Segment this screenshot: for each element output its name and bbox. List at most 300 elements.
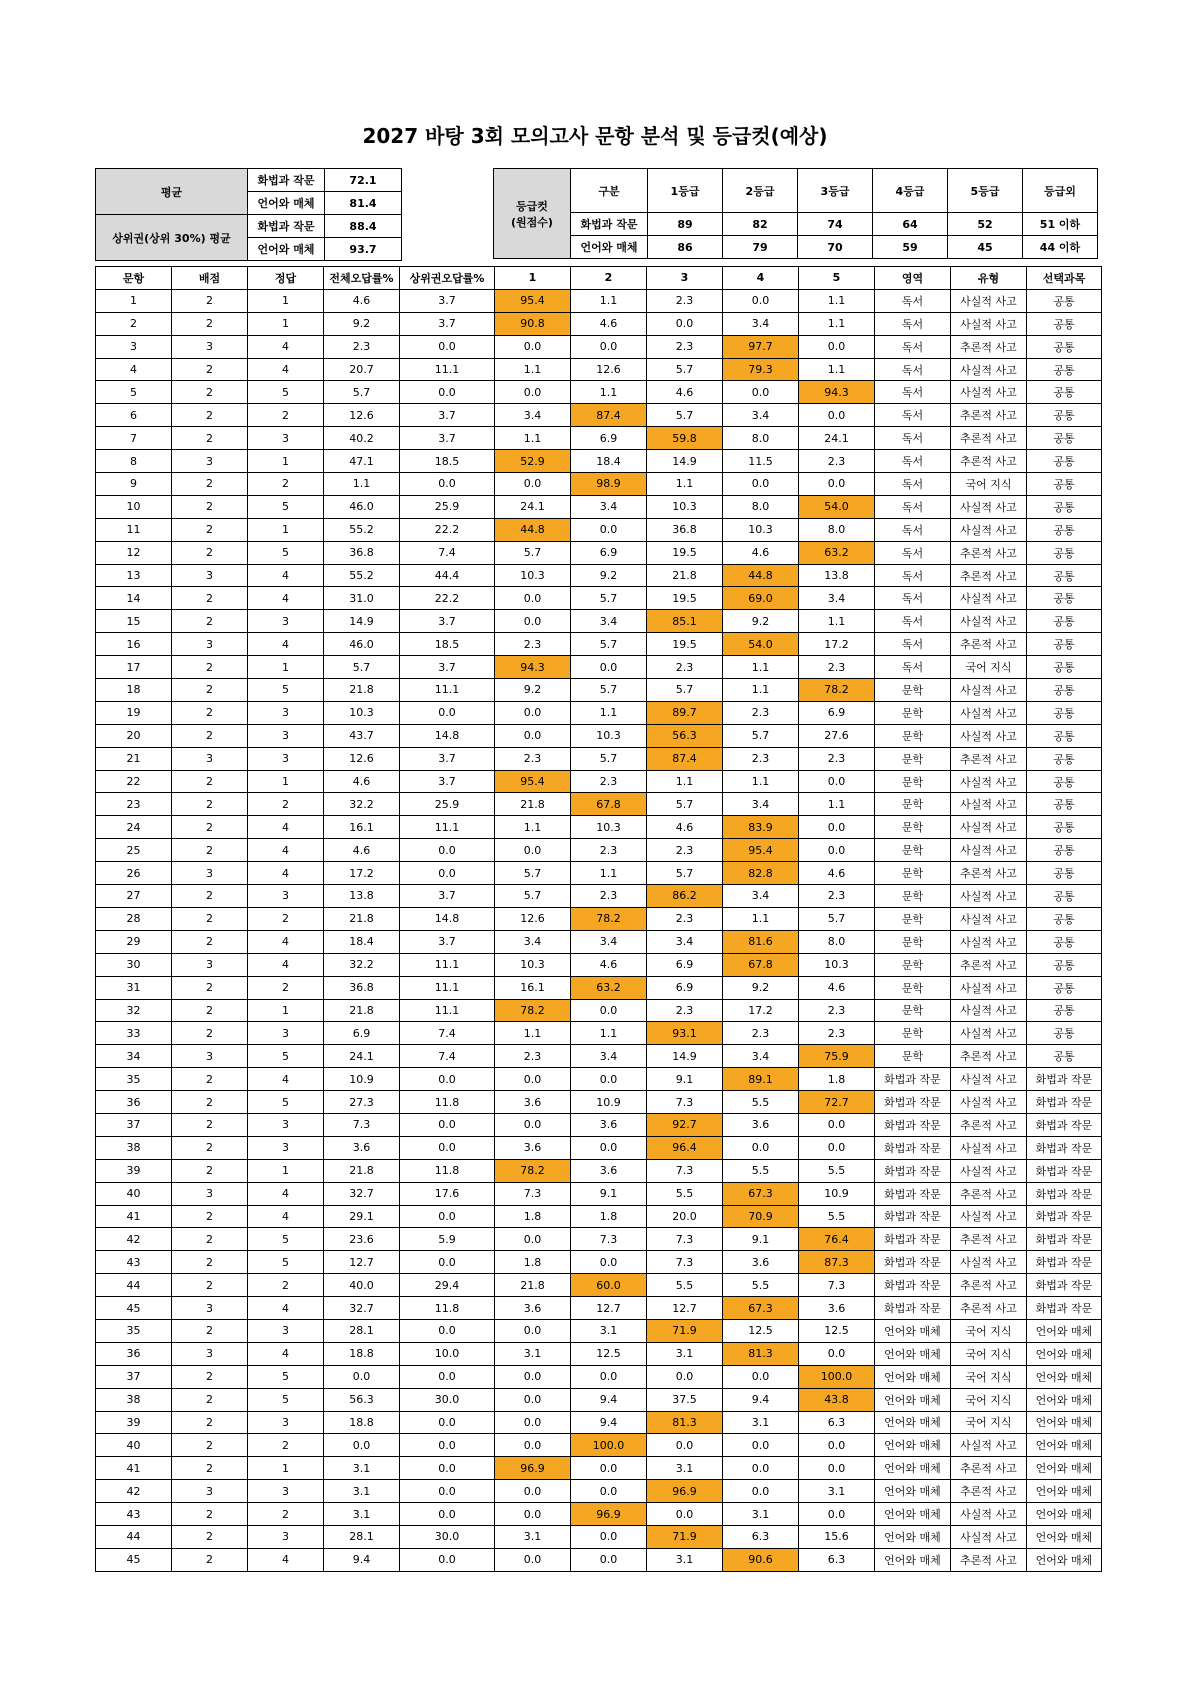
- table-cell: 20.0: [647, 1205, 723, 1228]
- table-cell: 2: [172, 1434, 248, 1457]
- table-cell: 2: [172, 358, 248, 381]
- table-cell: 0.0: [495, 1113, 571, 1136]
- table-cell: 2: [172, 999, 248, 1022]
- table-cell: 4.6: [324, 289, 400, 312]
- table-row: [96, 1548, 1102, 1571]
- table-cell: 9.4: [723, 1388, 799, 1411]
- table-cell: 15.6: [799, 1525, 875, 1548]
- table-cell: 0.0: [571, 1548, 647, 1571]
- table-cell: 3.4: [571, 610, 647, 633]
- table-cell: 추론적 사고: [951, 1548, 1027, 1571]
- table-cell: 3.6: [799, 1297, 875, 1320]
- table-cell: 2.3: [799, 999, 875, 1022]
- table-cell: 공통: [1027, 381, 1102, 404]
- table-cell: 4: [248, 930, 324, 953]
- table-cell: 3.4: [571, 930, 647, 953]
- table-cell: 6: [96, 404, 172, 427]
- table-cell: 1: [248, 999, 324, 1022]
- table-cell: 12.7: [324, 1251, 400, 1274]
- table-cell: 2: [172, 541, 248, 564]
- table-cell: 82.8: [723, 862, 799, 885]
- table-cell: 0.0: [400, 335, 495, 358]
- table-cell: 독서: [875, 473, 951, 496]
- table-cell: 2.3: [647, 289, 723, 312]
- table-cell: 0.0: [400, 473, 495, 496]
- table-cell: 3.7: [400, 404, 495, 427]
- table-cell: 1.1: [571, 381, 647, 404]
- table-cell: 0.0: [400, 1365, 495, 1388]
- table-cell: 12.6: [495, 907, 571, 930]
- grade-cut-cell: 언어와 매체: [571, 236, 648, 259]
- table-cell: 78.2: [495, 1159, 571, 1182]
- table-row: [96, 1274, 1102, 1297]
- table-cell: 3.7: [400, 656, 495, 679]
- table-cell: 15: [96, 610, 172, 633]
- grade-cut-cell: 82: [723, 213, 798, 236]
- table-row: [96, 427, 1102, 450]
- table-cell: 3.6: [495, 1297, 571, 1320]
- table-cell: 17: [96, 656, 172, 679]
- table-cell: 4: [248, 953, 324, 976]
- table-cell: 2: [172, 1457, 248, 1480]
- table-cell: 21.8: [324, 679, 400, 702]
- table-cell: 독서: [875, 587, 951, 610]
- table-row: [96, 450, 1102, 473]
- table-cell: 5.5: [723, 1091, 799, 1114]
- table-cell: 사실적 사고: [951, 1205, 1027, 1228]
- table-cell: 83.9: [723, 816, 799, 839]
- table-cell: 문학: [875, 816, 951, 839]
- table-cell: 5: [248, 1365, 324, 1388]
- table-cell: 22.2: [400, 587, 495, 610]
- table-cell: 56.3: [647, 724, 723, 747]
- table-cell: 추론적 사고: [951, 1113, 1027, 1136]
- table-cell: 화법과 작문: [1027, 1068, 1102, 1091]
- table-cell: 1.1: [799, 312, 875, 335]
- table-cell: 0.0: [799, 1457, 875, 1480]
- table-cell: 0.0: [400, 1136, 495, 1159]
- table-cell: 23: [96, 793, 172, 816]
- table-row: [96, 312, 1102, 335]
- table-cell: 언어와 매체: [1027, 1342, 1102, 1365]
- table-cell: 94.3: [799, 381, 875, 404]
- table-cell: 18.8: [324, 1411, 400, 1434]
- table-cell: 4.6: [647, 381, 723, 404]
- table-cell: 독서: [875, 335, 951, 358]
- table-cell: 3.4: [723, 885, 799, 908]
- table-cell: 31.0: [324, 587, 400, 610]
- table-cell: 3: [96, 335, 172, 358]
- table-cell: 2: [172, 839, 248, 862]
- table-cell: 화법과 작문: [875, 1136, 951, 1159]
- table-cell: 1.1: [647, 770, 723, 793]
- table-cell: 2: [172, 724, 248, 747]
- table-cell: 78.2: [495, 999, 571, 1022]
- table-cell: 2: [172, 1411, 248, 1434]
- table-row: [96, 473, 1102, 496]
- page-title: 2027 바탕 3회 모의고사 문항 분석 및 등급컷(예상): [362, 124, 828, 148]
- table-cell: 2.3: [799, 1022, 875, 1045]
- table-cell: 9.4: [324, 1548, 400, 1571]
- table-cell: 2: [172, 1159, 248, 1182]
- table-cell: 5.7: [495, 541, 571, 564]
- table-cell: 2: [172, 518, 248, 541]
- table-cell: 0.0: [400, 1251, 495, 1274]
- table-cell: 21.8: [647, 564, 723, 587]
- table-cell: 14.8: [400, 907, 495, 930]
- table-cell: 3: [172, 1182, 248, 1205]
- table-cell: 18.4: [571, 450, 647, 473]
- table-cell: 문학: [875, 701, 951, 724]
- grade-cut-label-line: (원점수): [511, 215, 553, 229]
- table-cell: 11.1: [400, 953, 495, 976]
- table-cell: 공통: [1027, 724, 1102, 747]
- table-row: [96, 495, 1102, 518]
- table-cell: 0.0: [571, 1068, 647, 1091]
- table-row: [96, 1091, 1102, 1114]
- table-cell: 1: [248, 312, 324, 335]
- table-cell: 사실적 사고: [951, 1525, 1027, 1548]
- table-cell: 28.1: [324, 1525, 400, 1548]
- table-cell: 19.5: [647, 587, 723, 610]
- table-cell: 1.1: [799, 289, 875, 312]
- table-cell: 화법과 작문: [1027, 1228, 1102, 1251]
- table-cell: 4: [248, 1205, 324, 1228]
- column-header: 정답: [248, 267, 324, 290]
- table-cell: 3.1: [495, 1342, 571, 1365]
- table-cell: 공통: [1027, 701, 1102, 724]
- table-cell: 4.6: [647, 816, 723, 839]
- table-cell: 추론적 사고: [951, 1480, 1027, 1503]
- table-cell: 9.2: [571, 564, 647, 587]
- table-cell: 3: [172, 1480, 248, 1503]
- table-cell: 35: [96, 1319, 172, 1342]
- grade-cut-cell: 52: [948, 213, 1023, 236]
- table-cell: 21.8: [324, 999, 400, 1022]
- table-cell: 42: [96, 1228, 172, 1251]
- table-cell: 추론적 사고: [951, 1297, 1027, 1320]
- table-cell: 7.4: [400, 1022, 495, 1045]
- table-cell: 0.0: [495, 381, 571, 404]
- table-cell: 9.2: [495, 679, 571, 702]
- table-cell: 3: [248, 1022, 324, 1045]
- table-cell: 3.4: [723, 312, 799, 335]
- table-cell: 17.2: [799, 633, 875, 656]
- table-cell: 2.3: [799, 656, 875, 679]
- table-cell: 공통: [1027, 335, 1102, 358]
- table-cell: 22: [96, 770, 172, 793]
- average-subject: 언어와 매체: [248, 238, 325, 261]
- table-cell: 공통: [1027, 541, 1102, 564]
- table-cell: 문학: [875, 999, 951, 1022]
- table-cell: 36.8: [647, 518, 723, 541]
- table-cell: 44.8: [495, 518, 571, 541]
- average-label: 평균: [96, 169, 248, 215]
- average-value: 88.4: [325, 215, 402, 238]
- table-cell: 21.8: [324, 1159, 400, 1182]
- table-cell: 2.3: [723, 747, 799, 770]
- table-cell: 사실적 사고: [951, 976, 1027, 999]
- table-row: [96, 1182, 1102, 1205]
- table-cell: 독서: [875, 404, 951, 427]
- table-cell: 0.0: [400, 1205, 495, 1228]
- table-cell: 5.5: [723, 1274, 799, 1297]
- grade-cut-header: 구분: [571, 169, 648, 213]
- table-row: [96, 976, 1102, 999]
- table-cell: 2: [172, 1228, 248, 1251]
- table-cell: 67.3: [723, 1182, 799, 1205]
- table-cell: 5.7: [324, 381, 400, 404]
- table-cell: 화법과 작문: [875, 1182, 951, 1205]
- top-average-label: 상위권(상위 30%) 평균: [96, 215, 248, 261]
- table-cell: 언어와 매체: [1027, 1319, 1102, 1342]
- table-cell: 46.0: [324, 633, 400, 656]
- table-row: [96, 358, 1102, 381]
- table-cell: 11.1: [400, 999, 495, 1022]
- table-cell: 0.0: [324, 1365, 400, 1388]
- table-cell: 9.2: [324, 312, 400, 335]
- table-cell: 3.7: [400, 930, 495, 953]
- table-cell: 0.0: [571, 518, 647, 541]
- table-cell: 독서: [875, 656, 951, 679]
- table-cell: 5.5: [723, 1159, 799, 1182]
- table-cell: 60.0: [571, 1274, 647, 1297]
- table-cell: 6.9: [324, 1022, 400, 1045]
- table-cell: 0.0: [400, 1319, 495, 1342]
- table-cell: 공통: [1027, 358, 1102, 381]
- table-cell: 63.2: [799, 541, 875, 564]
- table-cell: 4: [248, 335, 324, 358]
- table-cell: 4.6: [571, 953, 647, 976]
- table-cell: 7.3: [571, 1228, 647, 1251]
- table-cell: 11.1: [400, 816, 495, 839]
- table-cell: 32.7: [324, 1297, 400, 1320]
- table-cell: 5.7: [647, 793, 723, 816]
- table-cell: 36.8: [324, 541, 400, 564]
- table-row: [96, 1457, 1102, 1480]
- table-cell: 공통: [1027, 862, 1102, 885]
- table-cell: 사실적 사고: [951, 518, 1027, 541]
- table-cell: 0.0: [495, 839, 571, 862]
- table-cell: 추론적 사고: [951, 747, 1027, 770]
- table-cell: 0.0: [723, 1434, 799, 1457]
- table-cell: 2: [172, 587, 248, 610]
- table-cell: 5.7: [799, 907, 875, 930]
- table-cell: 3.6: [571, 1113, 647, 1136]
- table-cell: 1: [248, 1159, 324, 1182]
- table-cell: 0.0: [495, 1365, 571, 1388]
- table-cell: 언어와 매체: [875, 1503, 951, 1526]
- column-header: 2: [571, 267, 647, 290]
- table-cell: 89.1: [723, 1068, 799, 1091]
- grade-cut-cell: 70: [798, 236, 873, 259]
- table-cell: 추론적 사고: [951, 1274, 1027, 1297]
- table-cell: 94.3: [495, 656, 571, 679]
- table-cell: 1: [248, 450, 324, 473]
- table-cell: 0.0: [799, 770, 875, 793]
- table-cell: 국어 지식: [951, 656, 1027, 679]
- table-cell: 10.3: [495, 564, 571, 587]
- table-cell: 7.3: [647, 1091, 723, 1114]
- table-cell: 4: [248, 1297, 324, 1320]
- table-cell: 10.3: [723, 518, 799, 541]
- table-cell: 문학: [875, 885, 951, 908]
- table-cell: 25: [96, 839, 172, 862]
- table-cell: 독서: [875, 358, 951, 381]
- table-cell: 7.3: [647, 1251, 723, 1274]
- table-cell: 67.3: [723, 1297, 799, 1320]
- table-cell: 0.0: [571, 1136, 647, 1159]
- grade-cut-cell: 64: [873, 213, 948, 236]
- table-cell: 2: [172, 976, 248, 999]
- table-cell: 5.5: [799, 1205, 875, 1228]
- table-cell: 추론적 사고: [951, 862, 1027, 885]
- table-cell: 11.1: [400, 358, 495, 381]
- table-cell: 0.0: [647, 1434, 723, 1457]
- table-cell: 언어와 매체: [875, 1319, 951, 1342]
- average-table: [95, 168, 402, 261]
- table-cell: 3.4: [723, 1045, 799, 1068]
- table-cell: 7.3: [324, 1113, 400, 1136]
- table-cell: 28.1: [324, 1319, 400, 1342]
- table-cell: 17.6: [400, 1182, 495, 1205]
- table-cell: 2: [172, 1022, 248, 1045]
- table-cell: 2.3: [495, 747, 571, 770]
- table-cell: 100.0: [571, 1434, 647, 1457]
- table-cell: 사실적 사고: [951, 587, 1027, 610]
- table-cell: 0.0: [723, 1457, 799, 1480]
- table-cell: 13: [96, 564, 172, 587]
- table-cell: 공통: [1027, 839, 1102, 862]
- table-row: [96, 770, 1102, 793]
- table-row: [96, 839, 1102, 862]
- table-cell: 언어와 매체: [1027, 1457, 1102, 1480]
- table-cell: 언어와 매체: [1027, 1388, 1102, 1411]
- table-cell: 4: [248, 633, 324, 656]
- table-cell: 96.9: [647, 1480, 723, 1503]
- table-cell: 4: [248, 1342, 324, 1365]
- table-cell: 70.9: [723, 1205, 799, 1228]
- table-cell: 12.5: [723, 1319, 799, 1342]
- table-cell: 39: [96, 1159, 172, 1182]
- table-cell: 5: [248, 1251, 324, 1274]
- table-cell: 3.1: [647, 1342, 723, 1365]
- table-cell: 0.0: [495, 1388, 571, 1411]
- table-cell: 29.4: [400, 1274, 495, 1297]
- table-cell: 추론적 사고: [951, 450, 1027, 473]
- table-cell: 3.1: [495, 1525, 571, 1548]
- table-cell: 사실적 사고: [951, 724, 1027, 747]
- table-cell: 7.3: [647, 1159, 723, 1182]
- table-cell: 6.3: [799, 1548, 875, 1571]
- table-cell: 공통: [1027, 610, 1102, 633]
- table-cell: 27: [96, 885, 172, 908]
- table-cell: 5.7: [571, 587, 647, 610]
- table-cell: 87.3: [799, 1251, 875, 1274]
- column-header: 문항: [96, 267, 172, 290]
- average-subject: 화법과 작문: [248, 169, 325, 192]
- table-cell: 27.6: [799, 724, 875, 747]
- table-cell: 19: [96, 701, 172, 724]
- table-cell: 2.3: [571, 885, 647, 908]
- table-cell: 0.0: [495, 724, 571, 747]
- table-cell: 화법과 작문: [875, 1205, 951, 1228]
- table-cell: 6.9: [647, 976, 723, 999]
- table-cell: 1.1: [495, 427, 571, 450]
- table-cell: 3: [248, 427, 324, 450]
- table-cell: 2: [172, 404, 248, 427]
- table-cell: 1.1: [647, 473, 723, 496]
- table-cell: 문학: [875, 770, 951, 793]
- table-cell: 화법과 작문: [875, 1228, 951, 1251]
- table-cell: 공통: [1027, 793, 1102, 816]
- table-cell: 0.0: [647, 1503, 723, 1526]
- table-cell: 1: [248, 1457, 324, 1480]
- table-cell: 3.6: [495, 1136, 571, 1159]
- table-cell: 사실적 사고: [951, 312, 1027, 335]
- table-cell: 40: [96, 1182, 172, 1205]
- table-cell: 3.1: [723, 1411, 799, 1434]
- table-cell: 사실적 사고: [951, 816, 1027, 839]
- table-cell: 31: [96, 976, 172, 999]
- table-cell: 36: [96, 1091, 172, 1114]
- table-cell: 1.1: [495, 816, 571, 839]
- table-cell: 2: [172, 656, 248, 679]
- table-cell: 3: [248, 747, 324, 770]
- table-cell: 2: [172, 907, 248, 930]
- table-cell: 3: [248, 1319, 324, 1342]
- table-cell: 문학: [875, 724, 951, 747]
- table-cell: 언어와 매체: [875, 1411, 951, 1434]
- table-cell: 13.8: [324, 885, 400, 908]
- table-cell: 5.5: [647, 1182, 723, 1205]
- table-cell: 사실적 사고: [951, 1136, 1027, 1159]
- table-row: [96, 816, 1102, 839]
- table-cell: 2: [248, 1503, 324, 1526]
- table-cell: 화법과 작문: [875, 1251, 951, 1274]
- table-cell: 19.5: [647, 541, 723, 564]
- table-cell: 4: [248, 816, 324, 839]
- table-cell: 2: [96, 312, 172, 335]
- table-cell: 9.4: [571, 1411, 647, 1434]
- table-row: [96, 1525, 1102, 1548]
- table-cell: 0.0: [799, 1503, 875, 1526]
- grade-cut-cell: 86: [648, 236, 723, 259]
- table-cell: 2: [248, 793, 324, 816]
- table-cell: 공통: [1027, 518, 1102, 541]
- table-cell: 공통: [1027, 907, 1102, 930]
- grade-cut-cell: 45: [948, 236, 1023, 259]
- table-cell: 2: [248, 1274, 324, 1297]
- table-cell: 45: [96, 1297, 172, 1320]
- table-cell: 3.4: [495, 930, 571, 953]
- average-subject: 화법과 작문: [248, 215, 325, 238]
- table-cell: 23.6: [324, 1228, 400, 1251]
- table-cell: 21.8: [495, 793, 571, 816]
- table-cell: 사실적 사고: [951, 1091, 1027, 1114]
- table-cell: 화법과 작문: [875, 1113, 951, 1136]
- table-cell: 9.4: [571, 1388, 647, 1411]
- table-cell: 11: [96, 518, 172, 541]
- table-cell: 0.0: [400, 1503, 495, 1526]
- table-cell: 3: [248, 1525, 324, 1548]
- table-cell: 3.4: [723, 793, 799, 816]
- table-cell: 17.2: [324, 862, 400, 885]
- table-cell: 81.6: [723, 930, 799, 953]
- table-cell: 2: [248, 1434, 324, 1457]
- table-cell: 2.3: [799, 747, 875, 770]
- table-cell: 2.3: [324, 335, 400, 358]
